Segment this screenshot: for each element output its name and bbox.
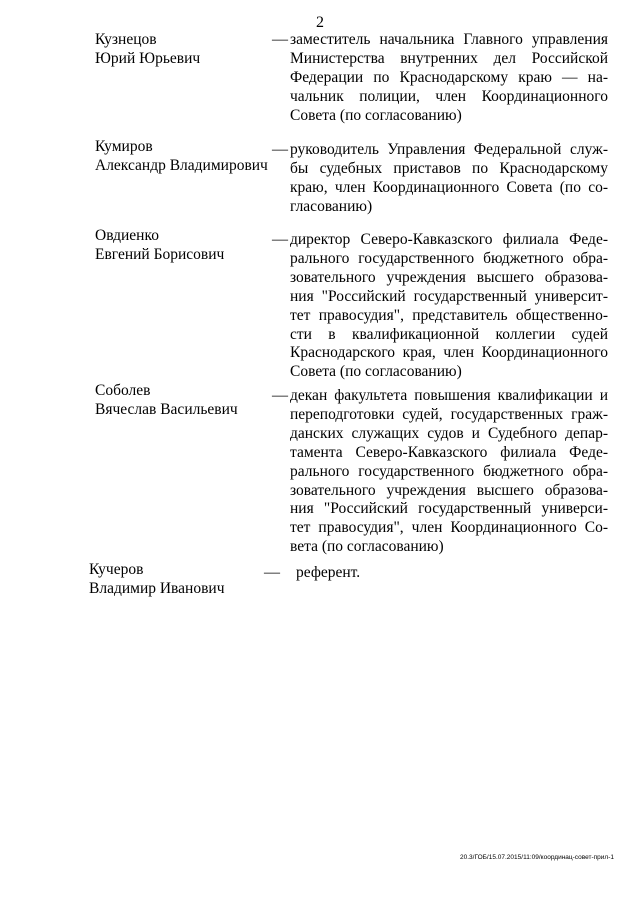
document-footer-code: 20.3/ГОБ/15.07.2015/11:09/координац-совет-прил-1: [460, 854, 614, 861]
member-name: [89, 560, 225, 598]
member-surname: Овдиенко: [95, 227, 159, 244]
position-line: директор Северо-Кавказского филиала Феде-: [290, 231, 608, 248]
separator-dash: —: [264, 564, 280, 581]
member-surname: Кузнецов: [95, 31, 157, 48]
position-line: заместитель начальника Главного управления: [290, 31, 608, 48]
position-line: рального государственного бюджетного обра-: [290, 249, 608, 267]
position-line: Совета (по согласованию): [290, 363, 462, 381]
separator-dash: —: [272, 31, 288, 48]
position-line: референт.: [296, 564, 361, 581]
position-line: руководитель Управления Федеральной служ-: [290, 141, 608, 158]
member-position: [290, 141, 608, 217]
position-line: сти в квалификационной коллегии судей: [290, 325, 608, 343]
member-position: [296, 564, 614, 583]
position-line: тамента Северо-Кавказского филиала Феде-: [290, 443, 608, 461]
member-position: [290, 387, 608, 557]
separator-dash: —: [272, 141, 288, 158]
position-line: краю, член Координационного Совета (по со-: [290, 178, 608, 196]
position-line: декан факультета повышения квалификации и: [290, 387, 608, 404]
member-surname: Кумиров: [95, 138, 153, 155]
position-line: Федерации по Краснодарскому краю — на-: [290, 68, 608, 86]
member-name: [95, 30, 200, 68]
position-line: зовательного учреждения высшего образова-: [290, 268, 608, 286]
member-surname: Кучеров: [89, 561, 144, 578]
separator-dash: —: [272, 387, 288, 404]
member-given-names: Владимир Иванович: [89, 580, 225, 597]
position-line: ния "Российский государственный универси-: [290, 500, 608, 518]
position-line: Министерства внутренних дел Российской: [290, 49, 608, 67]
member-name: [95, 381, 238, 419]
position-line: гласованию): [290, 197, 373, 215]
position-line: Краснодарского края, член Координационного: [290, 344, 608, 362]
position-line: Совета (по согласованию): [290, 106, 462, 124]
position-line: зовательного учреждения высшего образова-: [290, 481, 608, 499]
member-position: [290, 31, 608, 126]
position-line: ния "Российский государственный университ-: [290, 287, 608, 305]
member-name: [95, 226, 224, 264]
member-surname: Соболев: [95, 382, 151, 399]
page-number: 2: [316, 14, 324, 31]
position-line: рального государственного бюджетного обра-: [290, 462, 608, 480]
member-name: [95, 137, 268, 175]
position-line: данских служащих судов и Судебного депар-: [290, 424, 608, 442]
member-given-names: Юрий Юрьевич: [95, 50, 201, 67]
separator-dash: —: [272, 231, 288, 248]
position-line: тет правосудия", представитель общественно-: [290, 306, 608, 324]
position-line: чальник полиции, член Координационного: [290, 87, 608, 105]
position-line: тет правосудия", член Координационного Со-: [290, 519, 608, 537]
member-position: [290, 231, 608, 382]
member-given-names: Евгений Борисович: [95, 246, 225, 263]
member-given-names: Вячеслав Васильевич: [95, 401, 238, 418]
member-given-names: Александр Владимирович: [95, 157, 268, 174]
position-line: вета (по согласованию): [290, 538, 444, 556]
position-line: бы судебных приставов по Краснодарскому: [290, 159, 608, 177]
position-line: переподготовки судей, государственных граж-: [290, 405, 608, 423]
